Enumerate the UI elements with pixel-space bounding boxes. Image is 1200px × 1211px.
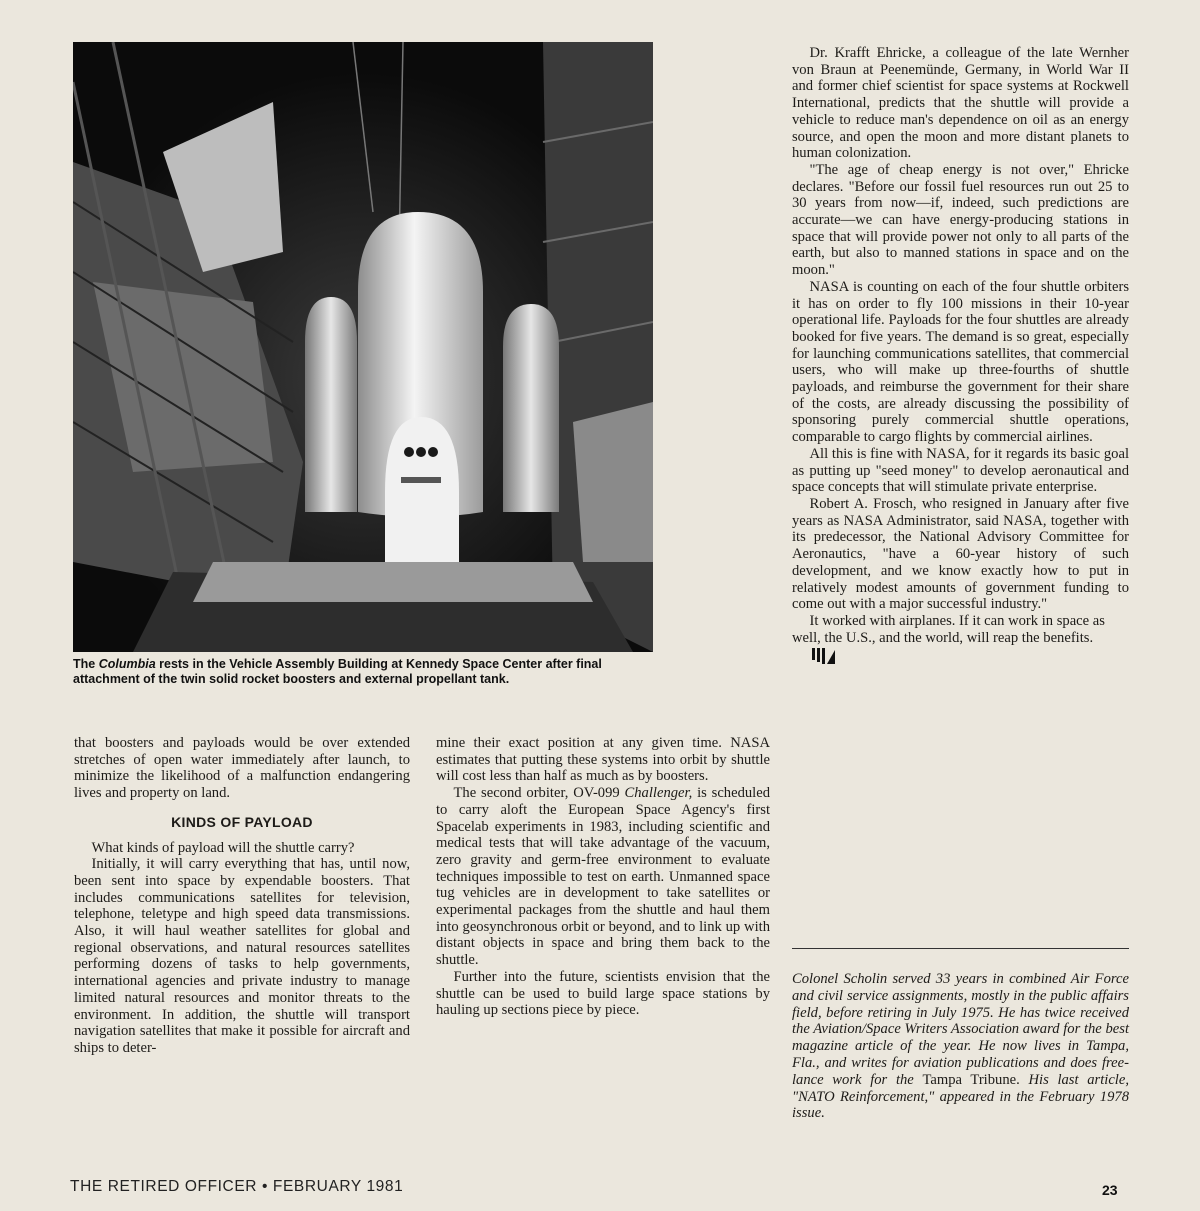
text-run: The second orbiter, OV-099 — [453, 785, 625, 802]
paragraph — [792, 613, 1129, 667]
text-run: His last article, "NATO Reinforcement," appeared in the February 1978 issue. — [792, 1071, 1129, 1122]
newspaper-name: Tampa Tribune. — [922, 1071, 1020, 1088]
author-bio — [792, 971, 1129, 1122]
paragraph: Further into the future, scientists envision that the shuttle can be used to build large space stations by hauling up sections piece by piece. — [436, 968, 770, 1019]
shuttle-photo — [73, 42, 653, 652]
caption-lead: The — [73, 657, 99, 671]
paragraph: mine their exact position at any given time. NASA estimates that putting these systems into orbit by shuttle will cost less than half as much as by boosters. — [436, 735, 770, 785]
section-heading: KINDS OF PAYLOAD — [171, 813, 313, 830]
paragraph: NASA is counting on each of the four shuttle orbiters it has on order to fly 100 missions in their 10-year operational life. Payloads for the four shuttles are already booked for five years. The demand is so great, especially for launching communications satellites, that commercial users, who will make up three-fourths of shuttle payloads, and reimburse the government for their share of the costs, are already discussing the possibility of sponsoring purely commercial shuttle operations, comparable to cargo flights by commercial airlines. — [792, 278, 1129, 446]
paragraph: What kinds of payload will the shuttle carry? — [91, 839, 355, 856]
column-1 — [74, 735, 410, 1057]
paragraph: that boosters and payloads would be over extended stretches of open water immediately after launch, to minimize the likelihood of a malfunction endangering lives and property on land. — [74, 735, 410, 802]
divider — [792, 948, 1129, 949]
shuttle-photo-illustration — [73, 42, 653, 652]
paragraph: Initially, it will carry everything that has, until now, been sent into space by expendable boosters. That includes communications satellites for television, telephone, teletype and high speed data transmissions. Also, it will haul weather satellites for global and regional observations, and natural resources satellites performing dozens of tasks to help governments, international agencies and private industry to manage limited natural resources and monitor threats to the environment. In addition, the shuttle will transport navigation satellites that make it possible for aircraft and ships to deter- — [74, 856, 410, 1056]
footer-masthead: THE RETIRED OFFICER • FEBRUARY 1981 — [70, 1178, 404, 1195]
text-run: It worked with airplanes. If it can work in space as well, the U.S., and the world, will reap the benefits. — [792, 612, 1105, 646]
column-2 — [436, 735, 770, 1019]
paragraph: All this is fine with NASA, for it regards its basic goal as putting up "seed money" to develop aeronautical and space concepts that will stimulate private enterprise. — [792, 445, 1129, 496]
paragraph: Robert A. Frosch, who resigned in January after five years as NASA Administrator, said NASA, together with its predecessor, the National Advisory Committee for Aeronautics, "have a 60-year history of such development, and we know exactly how to put in relatively modest amounts of government funding to come out with a major successful industry." — [792, 495, 1129, 613]
text-run: is scheduled to carry aloft the European Space Agency's first Spacelab experiments in 1983, including scientific and medical tests that will take advantage of the vacuum, zero gravity and germ-free environment to evaluate techniques impossible to test on earth. Unmanned space tug vehicles are in development to take satellites or experimental packages from the shuttle and haul them into geosynchronous orbit or beyond, and to link up with distant objects in space and bring them back to the shuttle. — [436, 785, 770, 969]
end-mark-icon — [810, 646, 836, 666]
column-3 — [792, 45, 1129, 667]
page-number: 23 — [1102, 1182, 1118, 1198]
paragraph: Dr. Krafft Ehricke, a colleague of the late Wernher von Braun at Peenemünde, Germany, in World War II and former chief scientist for space systems at Rockwell International, predicts that the shuttle will provide a vehicle to reduce man's dependence on oil as an energy source, and open the moon and more distant planets to human colonization. — [792, 45, 1129, 162]
text-run: Colonel Scholin served 33 years in combined Air Force and civil service assignments, mostly in the public affairs field, before retiring in July 1975. He has twice received the Aviation/Space Writers Association award for the best magazine article of the year. He now lives in Tampa, Fla., and writes for aviation publications and does free-lance work for the — [792, 971, 1129, 1088]
orbiter-name: Challenger, — [624, 785, 693, 802]
photo-caption — [73, 657, 663, 687]
paragraph — [436, 785, 770, 969]
paragraph: "The age of cheap energy is not over," Ehricke declares. "Before our fossil fuel resources run out 25 to 30 years from now—if, indeed, such predictions are accurate—we can have energy-producing stations in space that will provide power not only to all parts of the earth, but also to manned stations in space and on the moon." — [792, 161, 1129, 279]
caption-ship-name: Columbia — [98, 657, 156, 671]
caption-text: rests in the Vehicle Assembly Building at Kennedy Space Center after final attachment of the twin solid rocket boosters and external propellant tank. — [73, 657, 602, 686]
